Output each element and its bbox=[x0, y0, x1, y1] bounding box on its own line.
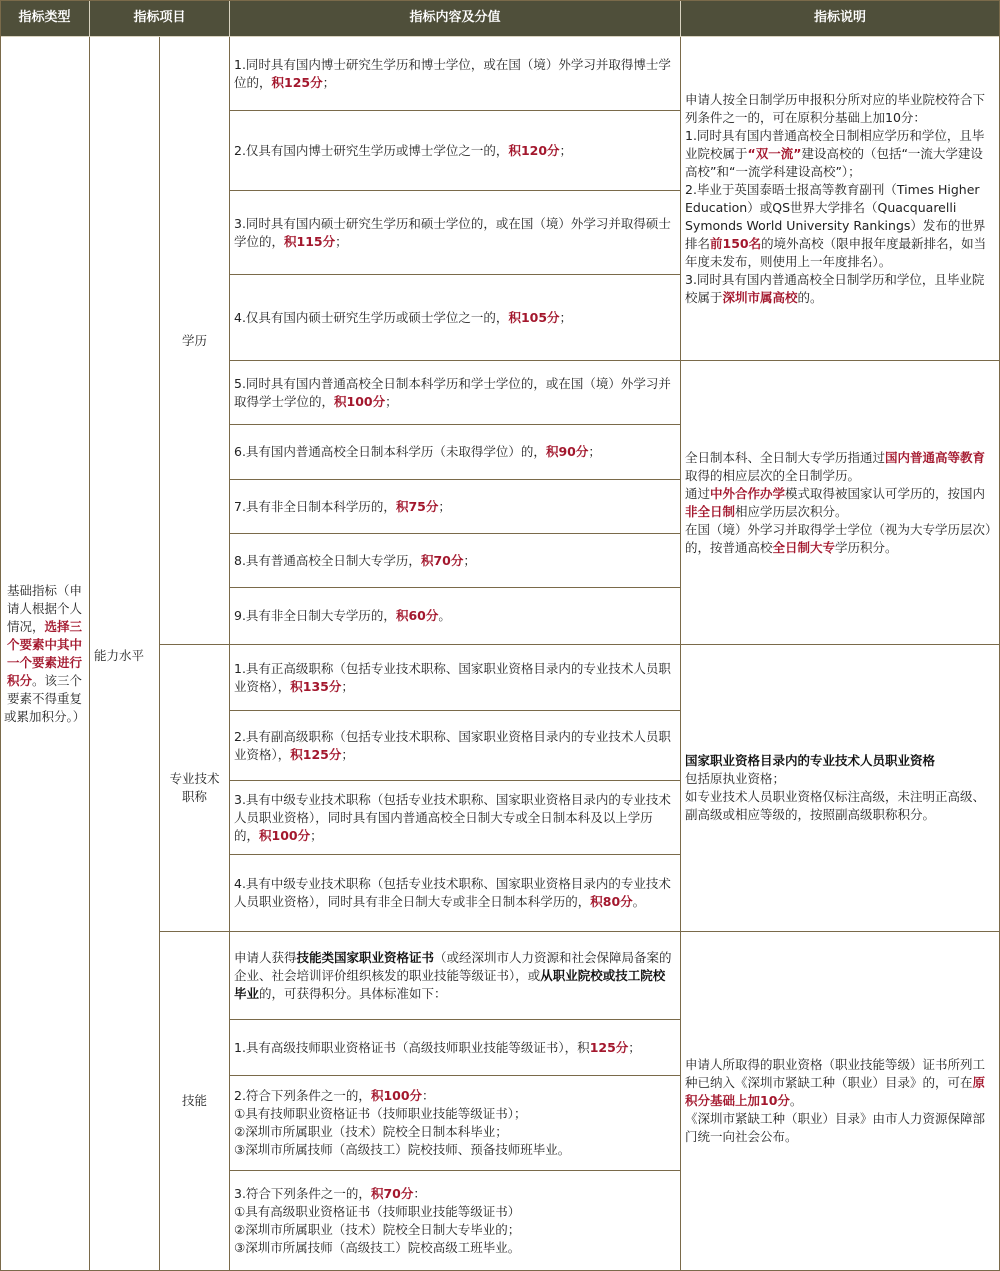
row-tail: ； bbox=[463, 552, 476, 568]
row-tail: ； bbox=[335, 233, 348, 249]
row-tail: ； bbox=[588, 444, 601, 459]
row-score: 积125分 bbox=[271, 74, 323, 90]
row-score: 积70分 bbox=[370, 1185, 414, 1201]
note-emphasis: 深圳市属高校 bbox=[722, 289, 798, 305]
row-text: 4.具有中级专业技术职称（包括专业技术职称、国家职业资格目录内的专业技术人员职业资格），同时具有非全日制大专或非全日制本科学历的， bbox=[234, 876, 671, 909]
row-tail: ； bbox=[628, 1039, 641, 1055]
note-emphasis: 前150名 bbox=[710, 235, 762, 251]
note-text: 建设高校的（包括“一流大学建设高校”和“一流学科建设高校”）； bbox=[685, 145, 983, 179]
skill-row bbox=[230, 1020, 681, 1076]
note-emphasis: “双一流” bbox=[747, 145, 802, 161]
skill-intro-bold: 技能类国家职业资格证书 bbox=[296, 949, 435, 965]
row-tail: ； bbox=[310, 827, 323, 843]
item-label: 能力水平 bbox=[94, 648, 145, 663]
row-text: 1.同时具有国内博士研究生学历和博士学位，或在国（境）外学习并取得博士学位的， bbox=[234, 56, 671, 90]
note-text: 2.毕业于英国泰晤士报高等教育副刊（Times Higher Education）或QS世界大学排名（Quacquarelli Symonds World University Rankings）发布的世界排名 bbox=[685, 181, 986, 251]
education-row bbox=[230, 425, 681, 480]
note-text: 通过 bbox=[685, 485, 711, 501]
row-score: 积100分 bbox=[370, 1088, 423, 1103]
condition-line: ③深圳市所属技师（高级技工）院校高级工班毕业。 bbox=[234, 1239, 521, 1255]
education-row bbox=[230, 480, 681, 534]
row-tail: ； bbox=[559, 142, 573, 158]
condition-line: ①具有高级职业资格证书（技师职业技能等级证书） bbox=[234, 1203, 521, 1219]
skill-intro-text: 申请人获得 bbox=[234, 949, 297, 965]
row-score: 积75分 bbox=[395, 498, 439, 514]
skill-intro-text: （或经深圳市人力资源和社会保障局备案的企业、社会培训评价组织核发的职业技能等级证书），或 bbox=[234, 949, 672, 983]
education-row bbox=[230, 111, 681, 191]
condition-line: ③深圳市所属技师（高级技工）院校技师、预备技师班毕业。 bbox=[234, 1142, 571, 1157]
education-row bbox=[230, 191, 681, 275]
skill-intro-text: 的，可获得积分。具体标准如下： bbox=[259, 985, 447, 1001]
condition-line: ②深圳市所属职业（技术）院校全日制本科毕业； bbox=[234, 1124, 508, 1139]
note-text: 模式取得被国家认可学历的，按国内 bbox=[785, 485, 986, 501]
row-text: 9.具有非全日制大专学历的， bbox=[234, 608, 396, 623]
skill-row bbox=[230, 1171, 681, 1271]
title-row bbox=[230, 781, 681, 855]
note-text: 。 bbox=[789, 1093, 803, 1108]
skill-intro bbox=[230, 932, 681, 1020]
note-text: 《深圳市紧缺工种（职业）目录》由市人力资源保障部门统一向社会公布。 bbox=[685, 1111, 986, 1144]
row-text: 6.具有国内普通高校全日制本科学历（未取得学位）的， bbox=[234, 444, 546, 459]
condition-line: ①具有技师职业资格证书（技师职业技能等级证书）； bbox=[234, 1106, 527, 1121]
title-row bbox=[230, 711, 681, 781]
note-emphasis: 国内普通高等教育 bbox=[885, 449, 986, 465]
row-tail: ； bbox=[438, 498, 451, 514]
row-score: 积60分 bbox=[395, 608, 439, 623]
row-score: 积90分 bbox=[545, 444, 589, 459]
note-emphasis: 原积分基础上加10分 bbox=[685, 1075, 986, 1108]
note-text: 在国（境）外学习并取得学士学位（视为大专学历层次）的，按普通高校 bbox=[685, 521, 992, 555]
row-tail: ： bbox=[413, 1185, 426, 1201]
education-row bbox=[230, 534, 681, 588]
note-text: 申请人所取得的职业资格（职业技能等级）证书所列工种已纳入《深圳市紧缺工种（职业）目录》的，可在 bbox=[685, 1057, 986, 1090]
row-text: 1.具有高级技师职业资格证书（高级技师职业技能等级证书），积 bbox=[234, 1039, 590, 1055]
type-text-1: 基础指标（申请人根据个人情况， bbox=[6, 582, 82, 634]
note-professional-title bbox=[681, 645, 1000, 932]
row-score: 积115分 bbox=[284, 233, 336, 249]
note-text: 相应学历层次积分。 bbox=[735, 503, 848, 519]
education-row bbox=[230, 588, 681, 645]
education-row bbox=[230, 361, 681, 425]
note-text: 如专业技术人员职业资格仅标注高级，未注明正高级、副高级或相应等级的，按照副高级职称积分。 bbox=[685, 789, 986, 822]
row-text: 3.同时具有国内硕士研究生学历和硕士学位的，或在国（境）外学习并取得硕士学位的， bbox=[234, 215, 671, 249]
row-text: 3.具有中级专业技术职称（包括专业技术职称、国家职业资格目录内的专业技术人员职业资格），同时具有国内普通高校全日制大专或全日制本科及以上学历的， bbox=[234, 791, 671, 843]
note-text: 3.同时具有国内普通高校全日制学历和学位，且毕业院校属于 bbox=[685, 271, 985, 305]
indicator-type-cell bbox=[0, 37, 90, 1271]
header-item: 指标项目 bbox=[90, 0, 230, 37]
row-tail: ； bbox=[341, 678, 354, 694]
row-text: 7.具有非全日制本科学历的， bbox=[234, 498, 396, 514]
education-row bbox=[230, 275, 681, 361]
type-text-2: 。该三个要素不得重复或累加积分。） bbox=[4, 672, 86, 724]
row-score: 积100分 bbox=[259, 827, 311, 843]
row-text: 3.符合下列条件之一的， bbox=[234, 1185, 371, 1201]
note-heading: 国家职业资格目录内的专业技术人员职业资格 bbox=[685, 753, 936, 768]
sub-item-education-label: 学历 bbox=[181, 332, 207, 348]
note-text: 取得的相应层次的全日制学历。 bbox=[685, 467, 861, 483]
note-text: 学历积分。 bbox=[835, 539, 898, 555]
title-row bbox=[230, 855, 681, 932]
row-tail: ： bbox=[422, 1088, 435, 1103]
row-tail: 。 bbox=[438, 608, 451, 623]
row-score: 积135分 bbox=[290, 678, 342, 694]
row-tail: ； bbox=[322, 74, 336, 90]
row-score: 积105分 bbox=[508, 309, 560, 325]
row-text: 5.同时具有国内普通高校全日制本科学历和学士学位的，或在国（境）外学习并取得学士学位的， bbox=[234, 375, 671, 409]
skill-intro-bold: 从职业院校或技工院校毕业 bbox=[234, 967, 666, 1001]
education-row bbox=[230, 37, 681, 111]
condition-line: ②深圳市所属职业（技术）院校全日制大专毕业的； bbox=[234, 1221, 521, 1237]
note-text: 包括原执业资格； bbox=[685, 771, 786, 786]
sub-item-title-label: 专业技术职称 bbox=[169, 771, 220, 804]
sub-item-education bbox=[160, 37, 230, 645]
row-text: 2.仅具有国内博士研究生学历或博士学位之一的， bbox=[234, 142, 509, 158]
sub-item-title bbox=[160, 645, 230, 932]
row-tail: ； bbox=[385, 393, 398, 409]
sub-item-skill-label: 技能 bbox=[181, 1093, 207, 1108]
indicator-item-cell bbox=[90, 37, 160, 1271]
note-skill bbox=[681, 932, 1000, 1271]
row-score: 积120分 bbox=[508, 142, 560, 158]
row-score: 积80分 bbox=[590, 894, 633, 909]
row-score: 积100分 bbox=[334, 393, 386, 409]
note-text: 的境外高校（限申报年度最新排名，如当年度未发布，则使用上一年度排名）。 bbox=[685, 235, 987, 269]
note-emphasis: 中外合作办学 bbox=[710, 485, 786, 501]
note-text: 1.同时具有国内普通高校全日制相应学历和学位，且毕业院校属于 bbox=[685, 127, 985, 161]
header-notes: 指标说明 bbox=[681, 0, 1000, 37]
note-emphasis: 非全日制 bbox=[685, 503, 736, 519]
type-text-emphasis: 选择三个要素中其中一个要素进行积分 bbox=[6, 618, 83, 688]
skill-row bbox=[230, 1076, 681, 1171]
sub-item-skill bbox=[160, 932, 230, 1271]
row-text: 2.符合下列条件之一的， bbox=[234, 1088, 371, 1103]
row-text: 8.具有普通高校全日制大专学历， bbox=[234, 552, 421, 568]
row-score: 125分 bbox=[589, 1039, 629, 1055]
row-tail: 。 bbox=[632, 894, 646, 909]
note-text: 全日制本科、全日制大专学历指通过 bbox=[685, 449, 886, 465]
note-education-bonus bbox=[681, 37, 1000, 361]
note-text: 申请人按全日制学历申报积分所对应的毕业院校符合下列条件之一的，可在原积分基础上加10分： bbox=[685, 91, 986, 125]
title-row bbox=[230, 645, 681, 711]
note-education-definition bbox=[681, 361, 1000, 645]
row-score: 积125分 bbox=[290, 746, 342, 762]
row-score: 积70分 bbox=[420, 552, 464, 568]
note-text: 的。 bbox=[797, 289, 823, 305]
note-emphasis: 全日制大专 bbox=[772, 539, 836, 555]
row-text: 4.仅具有国内硕士研究生学历或硕士学位之一的， bbox=[234, 309, 509, 325]
row-tail: ； bbox=[341, 746, 354, 762]
row-text: 1.具有正高级职称（包括专业技术职称、国家职业资格目录内的专业技术人员职业资格）， bbox=[234, 660, 671, 694]
row-text: 2.具有副高级职称（包括专业技术职称、国家职业资格目录内的专业技术人员职业资格）， bbox=[234, 728, 671, 762]
header-type: 指标类型 bbox=[0, 0, 90, 37]
header-content: 指标内容及分值 bbox=[230, 0, 681, 37]
row-tail: ； bbox=[559, 309, 573, 325]
